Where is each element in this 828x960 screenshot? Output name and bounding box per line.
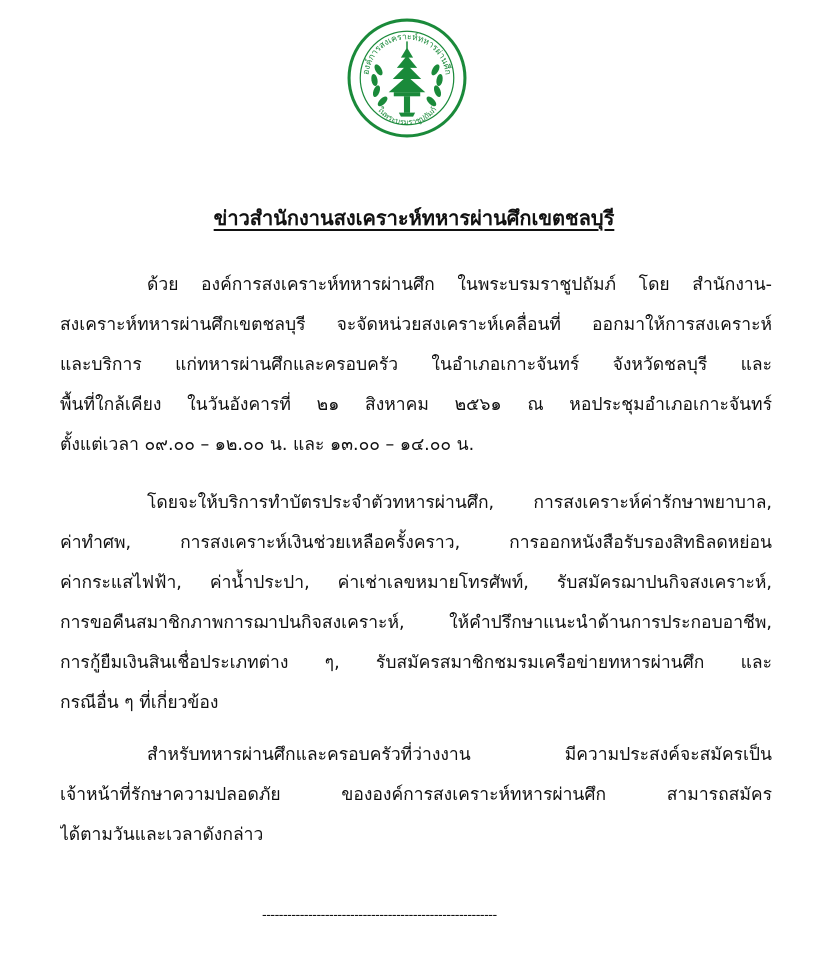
end-divider: -------------------------------------------------------- — [262, 908, 497, 923]
paragraph-line: ค่าทำศพ, การสงเคราะห์เงินช่วยเหลือครั้งคราว, การออกหนังสือรับรองสิทธิลดหย่อน — [60, 533, 772, 553]
tiered-umbrella-icon — [389, 41, 426, 116]
paragraph-line: ด้วย องค์การสงเคราะห์ทหารผ่านศึก ในพระบรมราชูปถัมภ์ โดย สำนักงาน- — [147, 275, 772, 295]
paragraph-security-jobs — [60, 735, 772, 855]
laurel-left-icon — [370, 63, 389, 108]
paragraph-line: กรณีอื่น ๆ ที่เกี่ยวข้อง — [60, 693, 219, 713]
seal-emblem — [346, 17, 468, 139]
paragraph-line: สำหรับทหารผ่านศึกและครอบครัวที่ว่างงาน มีความประสงค์จะสมัครเป็น — [147, 745, 772, 765]
paragraph-line: ค่ากระแสไฟฟ้า, ค่าน้ำประปา, ค่าเช่าเลขหมายโทรศัพท์, รับสมัครฌาปนกิจสงเคราะห์, — [60, 573, 772, 593]
paragraph-mobile-unit — [60, 265, 772, 465]
paragraph-line: เจ้าหน้าที่รักษาความปลอดภัย ขององค์การสงเคราะห์ทหารผ่านศึก สามารถสมัคร — [60, 785, 772, 805]
seal-top-text-path: องค์การสงเคราะห์ทหารผ่านศึก — [361, 32, 453, 76]
paragraph-line: การกู้ยืมเงินสินเชื่อประเภทต่าง ๆ, รับสมัครสมาชิกชมรมเครือข่ายทหารผ่านศึก และ — [60, 653, 772, 673]
paragraph-line: ตั้งแต่เวลา ๐๙.๐๐ – ๑๒.๐๐ น. และ ๑๓.๐๐ – ๑๔.๐๐ น. — [60, 435, 475, 455]
seal-bottom-text-path: ในพระบรมราชูปถัมภ์ — [375, 105, 439, 127]
paragraph-line: พื้นที่ใกล้เคียง ในวันอังคารที่ ๒๑ สิงหาคม ๒๕๖๑ ณ หอประชุมอำเภอเกาะจันทร์ — [60, 395, 772, 415]
paragraph-line: สงเคราะห์ทหารผ่านศึกเขตชลบุรี จะจัดหน่วยสงเคราะห์เคลื่อนที่ ออกมาให้การสงเคราะห์ — [60, 315, 772, 335]
paragraph-line: และบริการ แก่ทหารผ่านศึกและครอบครัว ในอำเภอเกาะจันทร์ จังหวัดชลบุรี และ — [60, 355, 772, 375]
paragraph-services — [60, 483, 772, 723]
paragraph-line: การขอคืนสมาชิกภาพการฌาปนกิจสงเคราะห์, ให้คำปรึกษาแนะนำด้านการประกอบอาชีพ, — [60, 613, 772, 633]
paragraph-line: ได้ตามวันและเวลาดังกล่าว — [60, 825, 264, 845]
laurel-right-icon — [425, 63, 444, 108]
paragraph-line: โดยจะให้บริการทำบัตรประจำตัวทหารผ่านศึก, การสงเคราะห์ค่ารักษาพยาบาล, — [147, 493, 772, 513]
page-title: ข่าวสำนักงานสงเคราะห์ทหารผ่านศึกเขตชลบุรี — [213, 206, 615, 230]
